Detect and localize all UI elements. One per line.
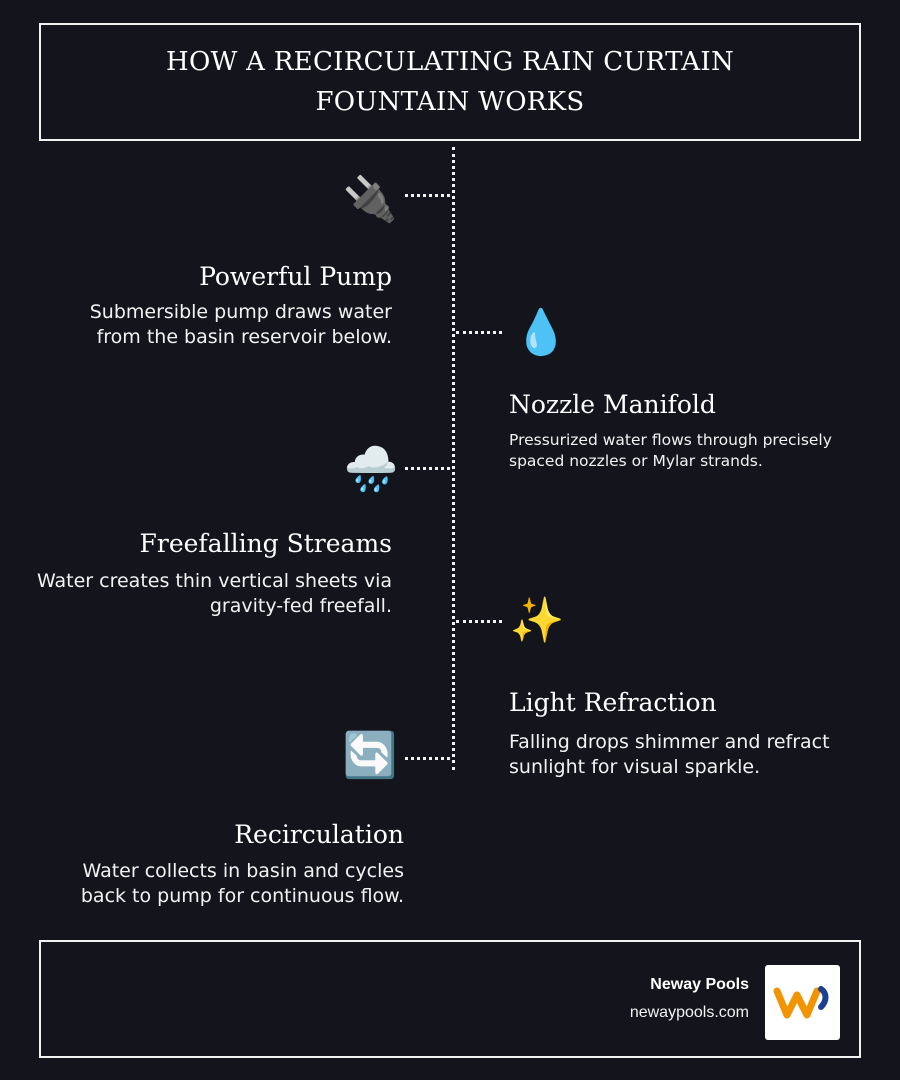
connector-recirculation (405, 757, 450, 760)
logo-mark (773, 983, 833, 1023)
step-heading-recirculation: Recirculation (234, 820, 404, 849)
brand-name: Neway Pools (650, 976, 749, 993)
step-heading-streams: Freefalling Streams (139, 529, 392, 558)
title-box (39, 23, 861, 141)
connector-streams (405, 467, 450, 470)
step-heading-nozzle: Nozzle Manifold (509, 390, 716, 419)
page-title: HOW A RECIRCULATING RAIN CURTAIN FOUNTAIN WORKS (165, 47, 734, 117)
recycle-arrows-icon: 🔄 (342, 730, 398, 781)
electric-plug-icon: 🔌 (342, 174, 398, 225)
timeline-spine (452, 147, 455, 770)
step-description-light: Falling drops shimmer and refract sunlight for visual sparkle. (509, 731, 830, 778)
connector-pump (405, 194, 450, 197)
sparkles-icon: ✨ (509, 595, 565, 646)
step-description-recirculation: Water collects in basin and cycles back to pump for continuous flow. (80, 860, 404, 907)
connector-nozzle (456, 331, 502, 334)
step-heading-light: Light Refraction (509, 688, 717, 717)
step-description-nozzle: Pressurized water flows through precisely spaced nozzles or Mylar strands. (509, 431, 832, 470)
rain-cloud-icon: 🌧️ (343, 444, 399, 495)
brand-url[interactable]: newaypools.com (629, 1004, 749, 1021)
connector-light (456, 620, 502, 623)
droplet-icon: 💧 (513, 307, 569, 358)
step-heading-pump: Powerful Pump (199, 262, 392, 291)
neway-pools-logo (765, 965, 840, 1040)
footer (39, 940, 861, 1058)
step-description-streams: Water creates thin vertical sheets via gravity-fed freefall. (36, 570, 392, 617)
step-description-pump: Submersible pump draws water from the basin reservoir below. (89, 301, 392, 348)
